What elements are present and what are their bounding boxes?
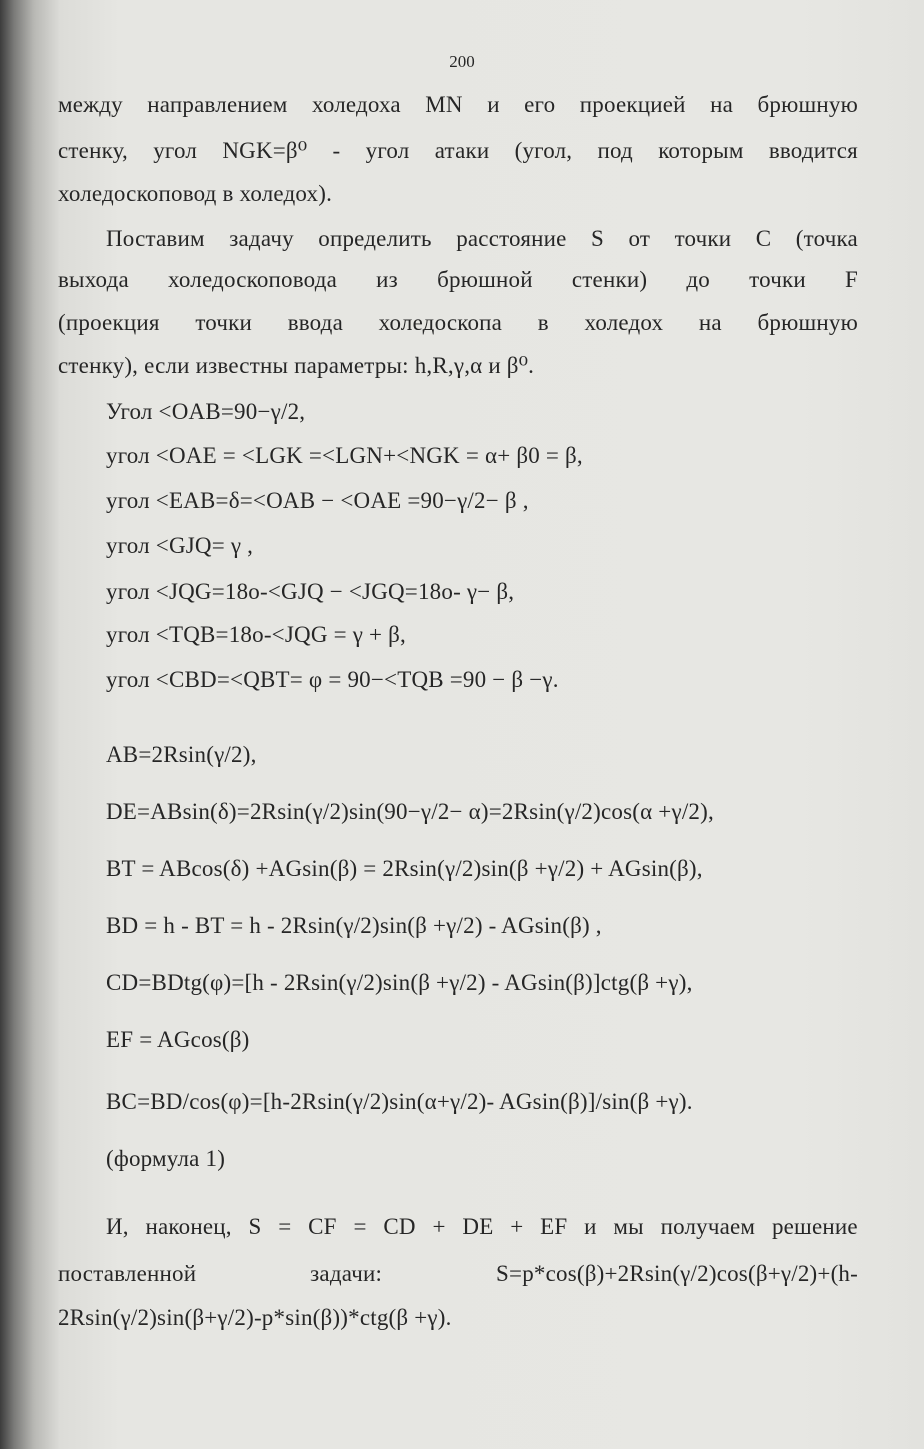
- word: точки: [195, 310, 253, 335]
- angle-line-6: угол <TQB=18o-<JQG = γ + β,: [106, 622, 406, 647]
- word: брюшной: [437, 267, 533, 292]
- word: вводится: [768, 138, 858, 163]
- paragraph-2-line-2: [58, 267, 858, 293]
- word: +: [510, 1214, 524, 1239]
- word: холедох: [584, 310, 664, 335]
- word: под: [597, 138, 633, 163]
- paragraph-1-line-3: холедоскоповод в холедох).: [58, 181, 333, 206]
- word: и: [584, 1214, 597, 1239]
- word: +: [432, 1214, 446, 1239]
- word: MN: [425, 92, 463, 117]
- page-number: 200: [449, 52, 475, 71]
- word: и: [487, 92, 500, 117]
- word: брюшную: [757, 310, 858, 335]
- formula-label: (формула 1): [106, 1146, 226, 1171]
- formula-line-1: AB=2Rsin(γ/2),: [106, 742, 257, 767]
- conclusion-line-1: [106, 1214, 858, 1240]
- conclusion-line-2: [58, 1261, 858, 1287]
- word: (проекция: [58, 310, 160, 335]
- paragraph-2-line-4: стенку), если известны параметры: h,R,γ,α и β⁰.: [58, 353, 535, 378]
- word: наконец,: [145, 1214, 232, 1239]
- paragraph-1-line-1: [58, 92, 858, 118]
- angle-line-2: угол <OAE = <LGK =<LGN+<NGK = α+ β0 = β,: [106, 443, 583, 468]
- word: угол: [153, 138, 198, 163]
- word: CD: [383, 1214, 416, 1239]
- formula-line-2: DE=ABsin(δ)=2Rsin(γ/2)sin(90−γ/2− α)=2Rsin(γ/2)cos(α +γ/2),: [106, 799, 714, 824]
- word: холедоскоповода: [168, 267, 337, 292]
- formula-line-6: EF = AGcos(β): [106, 1027, 250, 1052]
- word: DE: [462, 1214, 494, 1239]
- word: -: [332, 138, 341, 163]
- word: получаем: [660, 1214, 756, 1239]
- word: точки: [674, 226, 732, 251]
- word: Поставим: [106, 226, 205, 251]
- word: ввода: [287, 310, 343, 335]
- word: на: [710, 92, 734, 117]
- word: S=p*cos(β)+2Rsin(γ/2)cos(β+γ/2)+(h-: [496, 1261, 858, 1286]
- word: его: [524, 92, 556, 117]
- word: (угол,: [514, 138, 573, 163]
- word: между: [58, 92, 123, 117]
- word: атаки: [434, 138, 490, 163]
- word: определить: [318, 226, 432, 251]
- word: проекцией: [579, 92, 686, 117]
- word: =: [278, 1214, 292, 1239]
- conclusion-line-3: 2Rsin(γ/2)sin(β+γ/2)-p*sin(β))*ctg(β +γ).: [58, 1305, 452, 1330]
- word: брюшную: [757, 92, 858, 117]
- formula-line-5: CD=BDtg(φ)=[h - 2Rsin(γ/2)sin(β +γ/2) - AGsin(β)]ctg(β +γ),: [106, 970, 693, 995]
- word: задачи:: [310, 1261, 383, 1286]
- word: C: [755, 226, 772, 251]
- word: точки: [749, 267, 806, 292]
- word: F: [845, 267, 858, 292]
- word: до: [686, 267, 710, 292]
- formula-line-4: BD = h - BT = h - 2Rsin(γ/2)sin(β +γ/2) - AGsin(β) ,: [106, 913, 602, 938]
- word: стенку,: [58, 138, 128, 163]
- angle-line-3: угол <EAB=δ=<OAB − <OAE =90−γ/2− β ,: [106, 488, 529, 513]
- word: решение: [771, 1214, 858, 1239]
- word: из: [376, 267, 398, 292]
- word: холедоха: [312, 92, 401, 117]
- word: (точка: [795, 226, 858, 251]
- word: на: [698, 310, 722, 335]
- word: NGK=β⁰: [222, 138, 308, 163]
- word: S: [248, 1214, 262, 1239]
- word: И,: [106, 1214, 129, 1239]
- word: в: [537, 310, 549, 335]
- word: которым: [658, 138, 744, 163]
- word: задачу: [229, 226, 294, 251]
- word: =: [353, 1214, 367, 1239]
- formula-line-3: BT = ABcos(δ) +AGsin(β) = 2Rsin(γ/2)sin(β +γ/2) + AGsin(β),: [106, 856, 703, 881]
- word: CF: [308, 1214, 337, 1239]
- angle-line-4: угол <GJQ= γ ,: [106, 533, 254, 558]
- word: стенки): [571, 267, 648, 292]
- word: мы: [613, 1214, 644, 1239]
- word: EF: [540, 1214, 568, 1239]
- word: от: [628, 226, 651, 251]
- word: расстояние: [456, 226, 567, 251]
- word: угол: [365, 138, 410, 163]
- word: направлением: [147, 92, 288, 117]
- angle-line-5: угол <JQG=18o-<GJQ − <JGQ=18o- γ− β,: [106, 579, 515, 604]
- paragraph-1-line-2: [58, 138, 858, 164]
- word: холедоскопа: [378, 310, 503, 335]
- paragraph-2-line-1: [106, 226, 858, 252]
- formula-line-7: BC=BD/cos(φ)=[h-2Rsin(γ/2)sin(α+γ/2)- AGsin(β)]/sin(β +γ).: [106, 1089, 693, 1114]
- word: поставленной: [58, 1261, 197, 1286]
- angle-line-7: угол <CBD=<QBT= φ = 90−<TQB =90 − β −γ.: [106, 667, 559, 692]
- paragraph-2-line-3: [58, 310, 858, 336]
- angle-line-1: Угол <OAB=90−γ/2,: [106, 399, 306, 424]
- word: S: [591, 226, 604, 251]
- word: выхода: [58, 267, 129, 292]
